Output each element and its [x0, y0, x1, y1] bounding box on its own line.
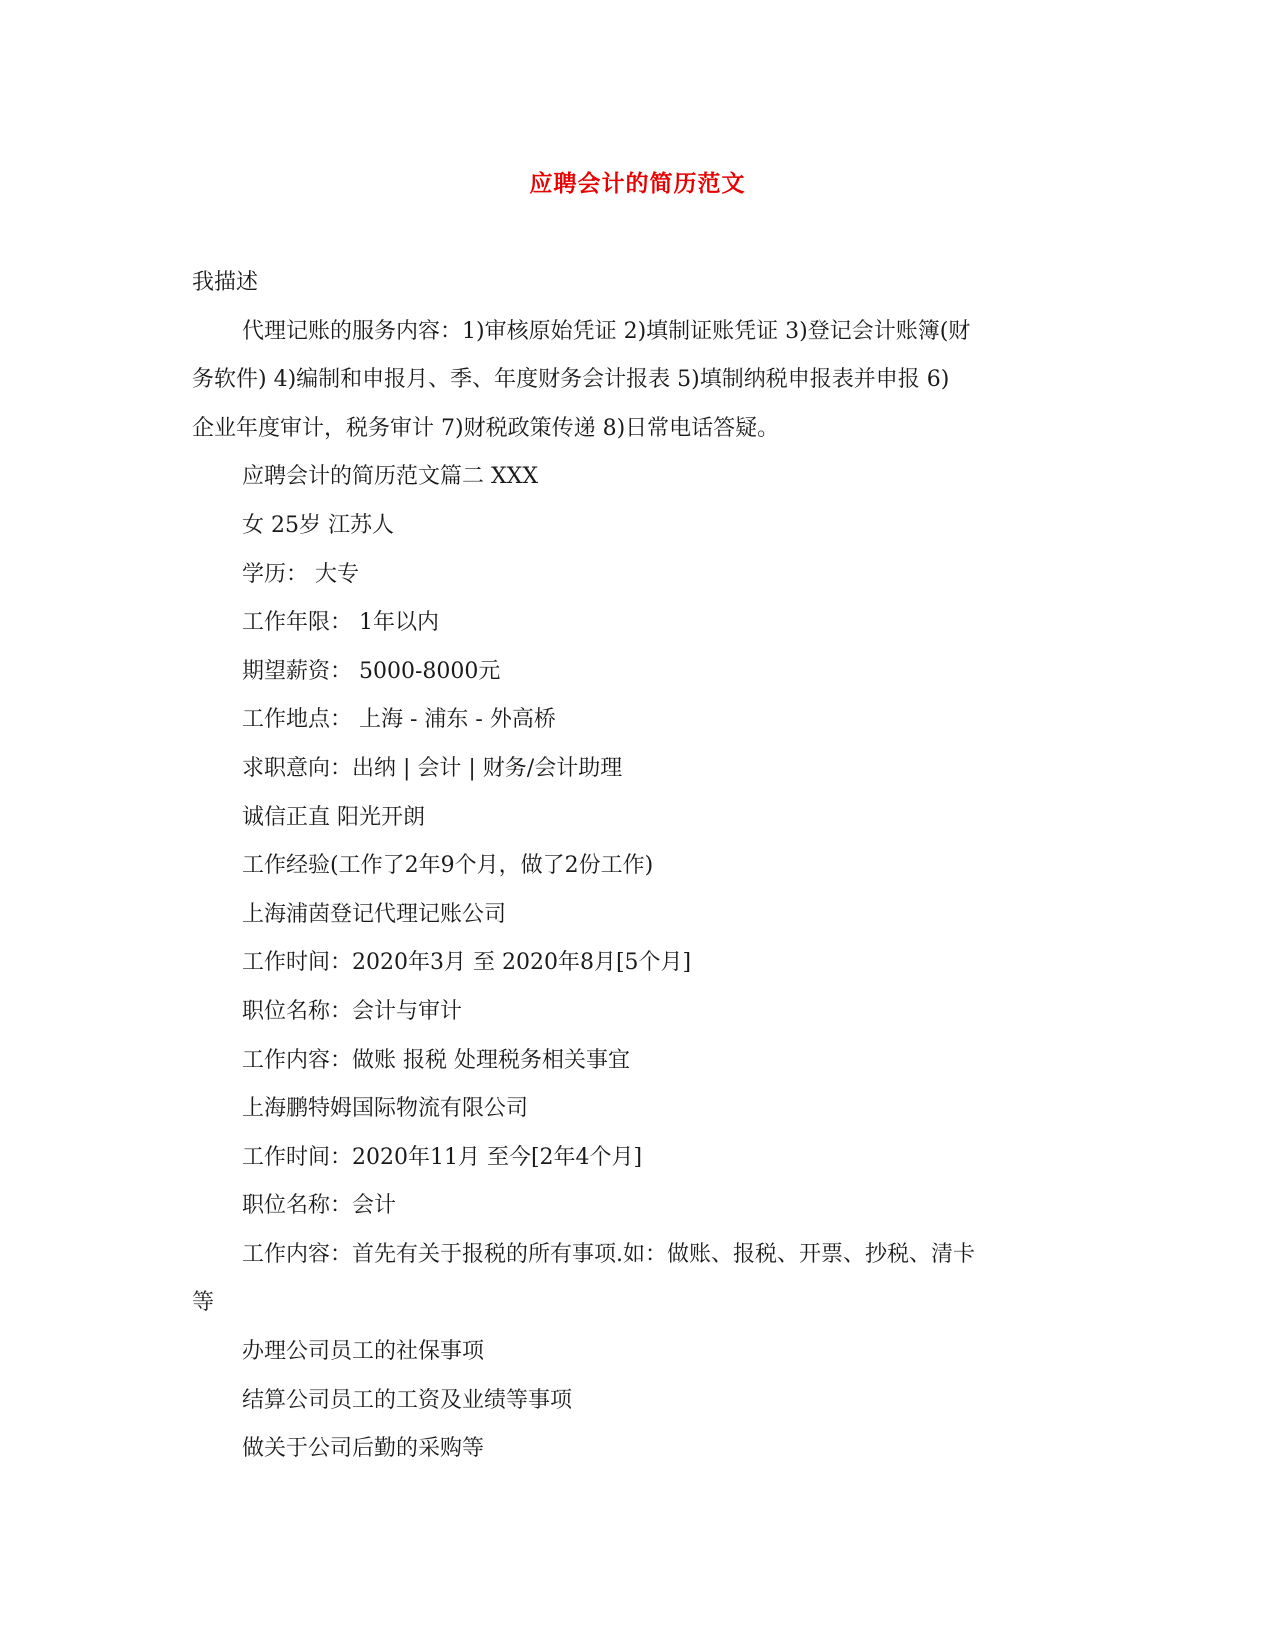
resume-line-intent: 求职意向：出纳 | 会计 | 财务/会计助理 — [242, 755, 623, 781]
document-body — [192, 259, 1082, 1474]
duties-para-line-2: 等 — [192, 1290, 215, 1316]
resume-line-traits: 诚信正直 阳光开朗 — [242, 804, 425, 830]
duty-line-procurement: 做关于公司后勤的采购等 — [242, 1436, 485, 1462]
duty-line-social-security: 办理公司员工的社保事项 — [242, 1339, 485, 1365]
resume-line-content-1: 工作内容：做账 报税 处理税务相关事宜 — [242, 1047, 630, 1073]
duties-para-line-1: 工作内容：首先有关于报税的所有事项.如：做账、报税、开票、抄税、清卡 — [242, 1241, 975, 1267]
resume-line-company-1: 上海浦茵登记代理记账公司 — [242, 901, 507, 927]
document-title: 应聘会计的简历范文 — [529, 170, 746, 197]
resume-line-years: 工作年限： 1年以内 — [242, 610, 439, 636]
resume-line-experience: 工作经验(工作了2年9个月，做了2份工作) — [242, 853, 654, 879]
resume-line-personal: 女 25岁 江苏人 — [242, 512, 394, 538]
resume-line-salary: 期望薪资： 5000-8000元 — [242, 658, 501, 684]
duty-line-payroll: 结算公司员工的工资及业绩等事项 — [242, 1387, 573, 1413]
resume-line-period-1: 工作时间：2020年3月 至 2020年8月[5个月] — [242, 950, 692, 976]
resume-line-title: 应聘会计的简历范文篇二 XXX — [242, 464, 538, 490]
resume-line-position-2: 职位名称：会计 — [242, 1193, 397, 1219]
service-para-line-3: 企业年度审计，税务审计 7)财税政策传递 8)日常电话答疑。 — [192, 415, 780, 441]
service-para-line-1: 代理记账的服务内容：1)审核原始凭证 2)填制证账凭证 3)登记会计账簿(财 — [242, 318, 971, 344]
service-para-line-2: 务软件) 4)编制和申报月、季、年度财务会计报表 5)填制纳税申报表并申报 6) — [192, 367, 950, 393]
resume-line-position-1: 职位名称：会计与审计 — [242, 998, 463, 1024]
resume-line-period-2: 工作时间：2020年11月 至今[2年4个月] — [242, 1144, 643, 1170]
resume-line-company-2: 上海鹏特姆国际物流有限公司 — [242, 1096, 529, 1122]
section-heading: 我描述 — [192, 270, 259, 295]
resume-line-education: 学历： 大专 — [242, 561, 359, 587]
resume-line-location: 工作地点： 上海 - 浦东 - 外高桥 — [242, 707, 556, 733]
